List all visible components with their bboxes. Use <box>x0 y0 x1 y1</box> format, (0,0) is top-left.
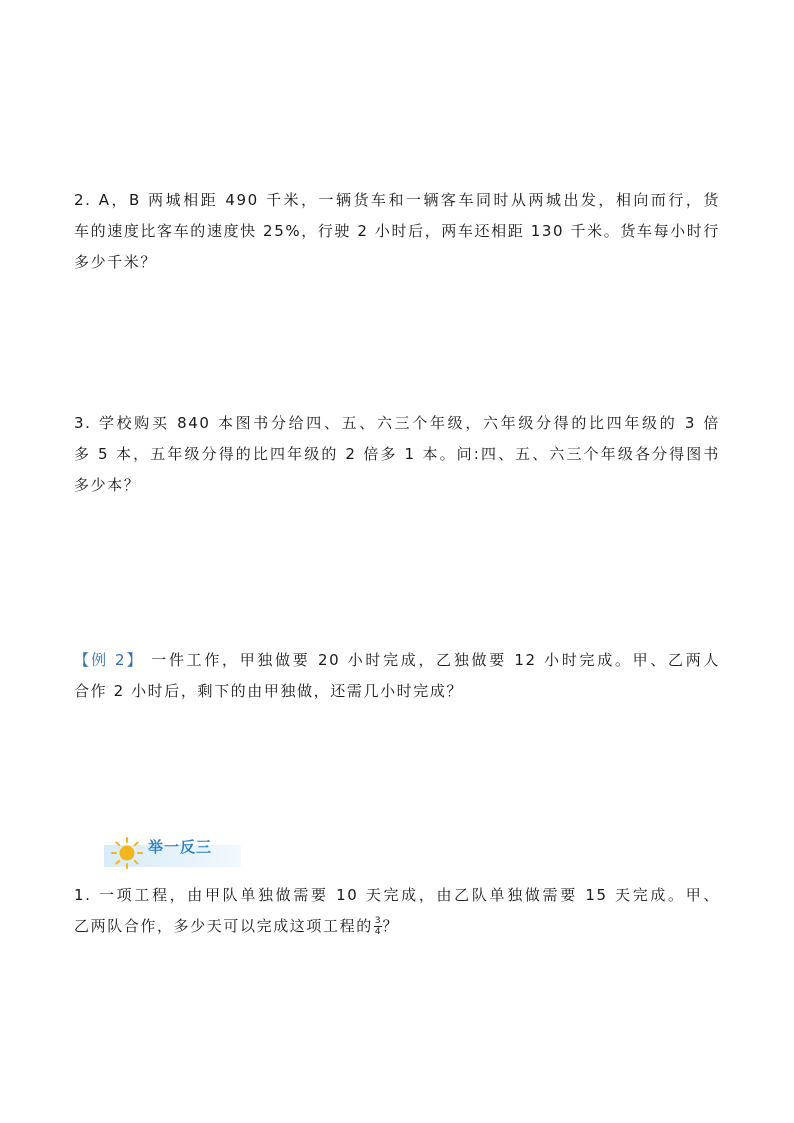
problem-2 <box>74 185 720 278</box>
practice-1 <box>74 880 720 942</box>
problem-3-line-2: 多 5 本，五年级分得的比四年级的 2 倍多 1 本。问:四、五、六三个年级各分得图书 <box>74 445 720 463</box>
example-2-line-1 <box>74 645 720 676</box>
practice-1-line-2 <box>74 911 720 942</box>
section-banner <box>104 832 241 867</box>
example-2 <box>74 645 720 707</box>
problem-2-line-3: 多少千米？ <box>74 253 158 271</box>
problem-3 <box>74 408 720 501</box>
sun-icon <box>110 836 144 870</box>
practice-1-line-1: 1. 一项工程，由甲队单独做需要 10 天完成，由乙队单独做需要 15 天完成。甲、 <box>74 886 720 904</box>
example-2-line-2: 合作 2 小时后，剩下的由甲独做，还需几小时完成？ <box>74 682 464 700</box>
problem-2-line-1: 2. A，B 两城相距 490 千米，一辆货车和一辆客车同时从两城出发，相向而行，货 <box>74 191 720 209</box>
practice-1-line-2-text: 乙两队合作，多少天可以完成这项工程的 <box>74 917 373 935</box>
fraction-numerator: 3 <box>374 916 381 926</box>
practice-1-line-2-end: ？ <box>382 917 400 935</box>
fraction-three-quarters <box>374 916 382 937</box>
problem-3-line-3: 多少本？ <box>74 476 141 494</box>
problem-3-line-1: 3. 学校购买 840 本图书分给四、五、六三个年级，六年级分得的比四年级的 3 倍 <box>74 414 720 432</box>
example-2-line-1-text: 一件工作，甲独做要 20 小时完成，乙独做要 12 小时完成。甲、乙两人 <box>151 651 720 669</box>
fraction-denominator: 4 <box>374 927 381 937</box>
banner-title: 举一反三 <box>148 838 213 856</box>
example-2-label: 【例 2】 <box>74 651 144 669</box>
problem-2-line-2: 车的速度比客车的速度快 25%，行驶 2 小时后，两车还相距 130 千米。货车每小时行 <box>74 222 720 240</box>
